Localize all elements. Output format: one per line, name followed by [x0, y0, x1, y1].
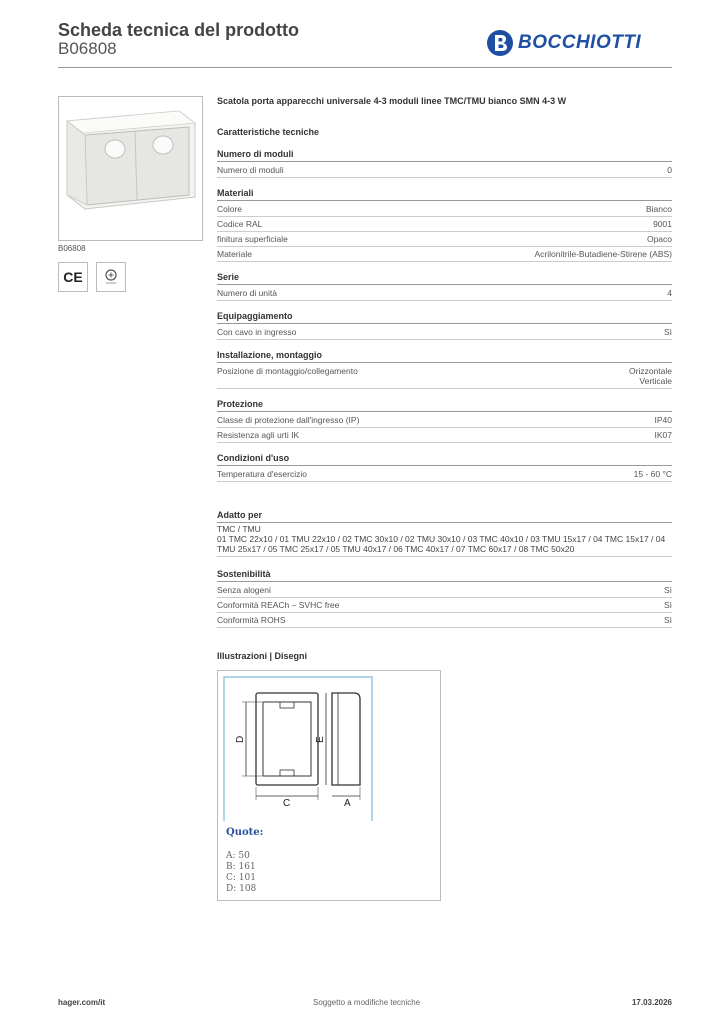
quote-line: B: 161: [226, 862, 256, 872]
footer-website: hager.com/it: [58, 998, 106, 1007]
spec-value: 4: [667, 288, 672, 298]
spec-row: [217, 583, 672, 598]
group-title: Serie: [217, 272, 672, 285]
brand-mark-icon: [487, 30, 513, 56]
product-photo: [58, 96, 203, 241]
spec-value-line: Verticale: [639, 376, 672, 386]
spec-row: [217, 613, 672, 628]
spec-label: Numero di moduli: [217, 165, 284, 175]
spec-value: Bianco: [646, 204, 672, 214]
dimension-e-label: E: [315, 736, 326, 743]
group-sostenibilita: [217, 569, 672, 628]
certification-mark-icon: [96, 262, 126, 292]
spec-label: Resistenza agli urti IK: [217, 430, 300, 440]
header-divider: [58, 67, 672, 68]
dimension-a-label: A: [344, 798, 351, 809]
brand-name: BOCCHIOTTI: [518, 32, 642, 53]
group-title: Numero di moduli: [217, 149, 672, 162]
compatibility-line: TMC / TMU: [217, 524, 261, 534]
spec-row: [217, 217, 672, 232]
photo-caption: B06808: [58, 244, 86, 253]
spec-value: Sì: [663, 327, 672, 337]
spec-row: [217, 428, 672, 443]
spec-value: Sì: [663, 615, 672, 625]
spec-row: [217, 286, 672, 301]
spec-value-line: Orizzontale: [629, 366, 672, 376]
page-title: Scheda tecnica del prodotto: [58, 20, 300, 40]
spec-label: finitura superficiale: [217, 234, 288, 244]
spec-content: [217, 96, 672, 638]
spec-label: Codice RAL: [217, 219, 263, 229]
spec-value: IP40: [654, 415, 672, 425]
spec-value: 9001: [653, 219, 672, 229]
group-installazione: [217, 350, 672, 389]
brand-logo: [487, 30, 641, 56]
group-protezione: [217, 399, 672, 443]
group-condizioni: [217, 453, 672, 482]
quote-line: A: 50: [226, 851, 250, 861]
spec-row: [217, 598, 672, 613]
product-code: B06808: [58, 39, 117, 58]
group-materiali: [217, 188, 672, 262]
spec-row: [217, 413, 672, 428]
spec-label: Materiale: [217, 249, 252, 259]
spec-value: Sì: [663, 600, 672, 610]
spec-label: Conformità ROHS: [217, 615, 286, 625]
group-title: Installazione, montaggio: [217, 350, 672, 363]
section-title: Caratteristiche tecniche: [217, 127, 320, 137]
spec-row: [217, 325, 672, 340]
group-title: Protezione: [217, 399, 672, 412]
spec-value: Sì: [663, 585, 672, 595]
group-equipaggiamento: [217, 311, 672, 340]
quotes-title: Quote:: [226, 827, 264, 838]
illustrations-title: Illustrazioni | Disegni: [217, 651, 308, 661]
spec-row: [217, 232, 672, 247]
ce-mark-icon: CE: [58, 262, 88, 292]
spec-label: Colore: [217, 204, 243, 214]
spec-value: Acrilonitrile-Butadiene-Stirene (ABS): [534, 249, 672, 259]
group-adatto: [217, 510, 672, 557]
spec-label: Senza alogeni: [217, 585, 271, 595]
spec-row: [217, 163, 672, 178]
spec-row: [217, 247, 672, 262]
spec-value: 15 - 60 °C: [633, 469, 672, 479]
spec-row: [217, 364, 672, 389]
quote-line: C: 101: [226, 873, 256, 883]
compatibility-list: [217, 524, 672, 557]
spec-label: Con cavo in ingresso: [217, 327, 297, 337]
spec-label: Conformità REACh – SVHC free: [217, 600, 340, 610]
dimension-d-label: D: [235, 735, 246, 743]
compatibility-line: 01 TMC 22x10 / 01 TMU 22x10 / 02 TMC 30x10 / 02 TMU 30x10 / 03 TMC 40x10 / 03 TMU 15x17 / 04 TMC 15x17 / 04 TMU 25x17 / 05 TMC 25x17 / 05 TMU 40x17 / 06 TMC 40x17 / 07 TMC 60x17 / 08 TMC 50x20: [217, 534, 666, 554]
spec-row: [217, 202, 672, 217]
group-title: Equipaggiamento: [217, 311, 672, 324]
group-title: Condizioni d'uso: [217, 453, 672, 466]
group-title: Adatto per: [217, 510, 672, 523]
technical-drawing: [217, 670, 441, 901]
spec-value: Opaco: [646, 234, 672, 244]
spec-value: [629, 366, 672, 386]
footer-date: 17.03.2026: [631, 998, 672, 1007]
spec-label: Classe di protezione dall'ingresso (IP): [217, 415, 360, 425]
footer-notice: Soggetto a modifiche tecniche: [313, 998, 421, 1007]
group-serie: [217, 272, 672, 301]
spec-value: 0: [667, 165, 672, 175]
quote-line: D: 108: [226, 884, 257, 894]
dimension-c-label: C: [283, 798, 291, 809]
spec-row: [217, 467, 672, 482]
group-moduli: [217, 149, 672, 178]
group-title: Materiali: [217, 188, 672, 201]
spec-value: IK07: [654, 430, 672, 440]
spec-label: Numero di unità: [217, 288, 278, 298]
spec-label: Temperatura d'esercizio: [217, 469, 307, 479]
spec-label: Posizione di montaggio/collegamento: [217, 366, 358, 376]
product-name: Scatola porta apparecchi universale 4-3 moduli linee TMC/TMU bianco SMN 4-3 W: [217, 96, 567, 106]
group-title: Sostenibilità: [217, 569, 672, 582]
